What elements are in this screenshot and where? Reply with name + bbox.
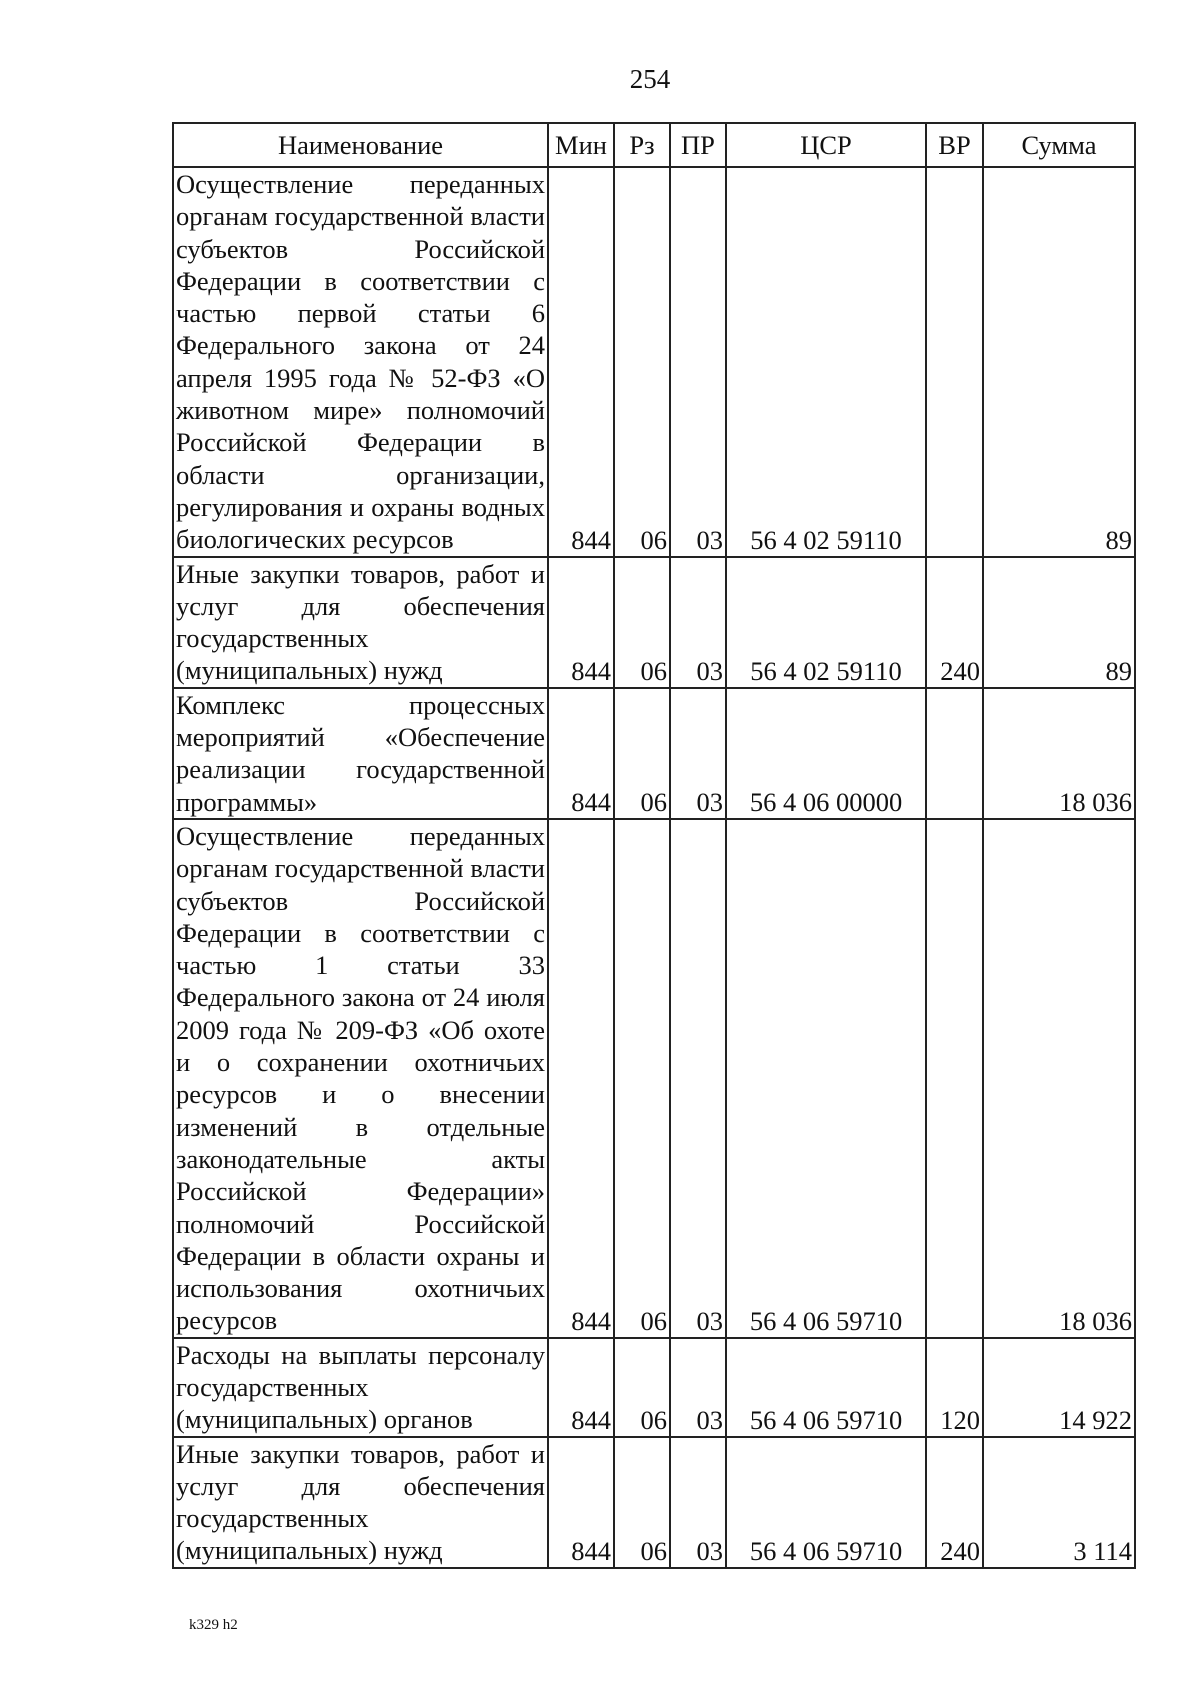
row-vr — [926, 688, 983, 819]
table-row — [173, 1437, 1135, 1568]
row-rz: 06 — [614, 1338, 670, 1437]
table-row — [173, 688, 1135, 819]
row-sum: 89 — [983, 557, 1135, 688]
row-name: Иные закупки товаров, работ и услуг для обеспечения государственных (муниципальных) нужд — [173, 557, 548, 688]
budget-table — [172, 122, 1136, 1569]
header-pr: ПР — [670, 123, 726, 167]
header-min: Мин — [548, 123, 614, 167]
row-sum: 89 — [983, 167, 1135, 557]
header-sum: Сумма — [983, 123, 1135, 167]
row-min: 844 — [548, 557, 614, 688]
row-sum: 18 036 — [983, 688, 1135, 819]
row-rz: 06 — [614, 557, 670, 688]
row-csr: 56 4 06 59710 — [726, 819, 926, 1338]
row-csr: 56 4 06 59710 — [726, 1338, 926, 1437]
row-sum: 18 036 — [983, 819, 1135, 1338]
row-name: Расходы на выплаты персоналу государственных (муниципальных) органов — [173, 1338, 548, 1437]
row-pr: 03 — [670, 557, 726, 688]
row-vr: 120 — [926, 1338, 983, 1437]
row-sum: 3 114 — [983, 1437, 1135, 1568]
table-row — [173, 1338, 1135, 1437]
row-sum: 14 922 — [983, 1338, 1135, 1437]
table-row — [173, 557, 1135, 688]
header-vr: ВР — [926, 123, 983, 167]
row-pr: 03 — [670, 167, 726, 557]
header-name: Наименование — [173, 123, 548, 167]
row-pr: 03 — [670, 819, 726, 1338]
row-name: Осуществление переданных органам государственной власти субъектов Российской Федерации в соответствии с частью 1 статьи 33 Федерального закона от 24 июля 2009 года № 209-ФЗ «Об охоте и о сохранении охотничьих ресурсов и о внесении изменений в отдельные законодательные акты Российской Федерации» полномочий Российской Федерации в области охраны и использования охотничьих ресурсов — [173, 819, 548, 1338]
row-csr: 56 4 02 59110 — [726, 167, 926, 557]
row-name: Осуществление переданных органам государственной власти субъектов Российской Федерации в соответствии с частью первой статьи 6 Федерального закона от 24 апреля 1995 года № 52-ФЗ «О животном мире» полномочий Российской Федерации в области организации, регулирования и охраны водных биологических ресурсов — [173, 167, 548, 557]
row-vr — [926, 167, 983, 557]
row-rz: 06 — [614, 688, 670, 819]
row-min: 844 — [548, 1437, 614, 1568]
row-pr: 03 — [670, 688, 726, 819]
page-number: 254 — [629, 64, 671, 94]
row-rz: 06 — [614, 167, 670, 557]
header-row — [173, 123, 1135, 167]
row-vr: 240 — [926, 1437, 983, 1568]
row-rz: 06 — [614, 1437, 670, 1568]
row-vr — [926, 819, 983, 1338]
table-row — [173, 819, 1135, 1338]
row-min: 844 — [548, 688, 614, 819]
row-csr: 56 4 06 59710 — [726, 1437, 926, 1568]
row-min: 844 — [548, 819, 614, 1338]
document-code: k329 h2 — [189, 1617, 238, 1633]
header-csr: ЦСР — [726, 123, 926, 167]
row-name: Иные закупки товаров, работ и услуг для обеспечения государственных (муниципальных) нужд — [173, 1437, 548, 1568]
row-pr: 03 — [670, 1338, 726, 1437]
row-vr: 240 — [926, 557, 983, 688]
row-csr: 56 4 06 00000 — [726, 688, 926, 819]
row-min: 844 — [548, 1338, 614, 1437]
header-rz: Рз — [614, 123, 670, 167]
row-min: 844 — [548, 167, 614, 557]
table-row — [173, 167, 1135, 557]
row-rz: 06 — [614, 819, 670, 1338]
row-name: Комплекс процессных мероприятий «Обеспечение реализации государственной программы» — [173, 688, 548, 819]
row-pr: 03 — [670, 1437, 726, 1568]
row-csr: 56 4 02 59110 — [726, 557, 926, 688]
